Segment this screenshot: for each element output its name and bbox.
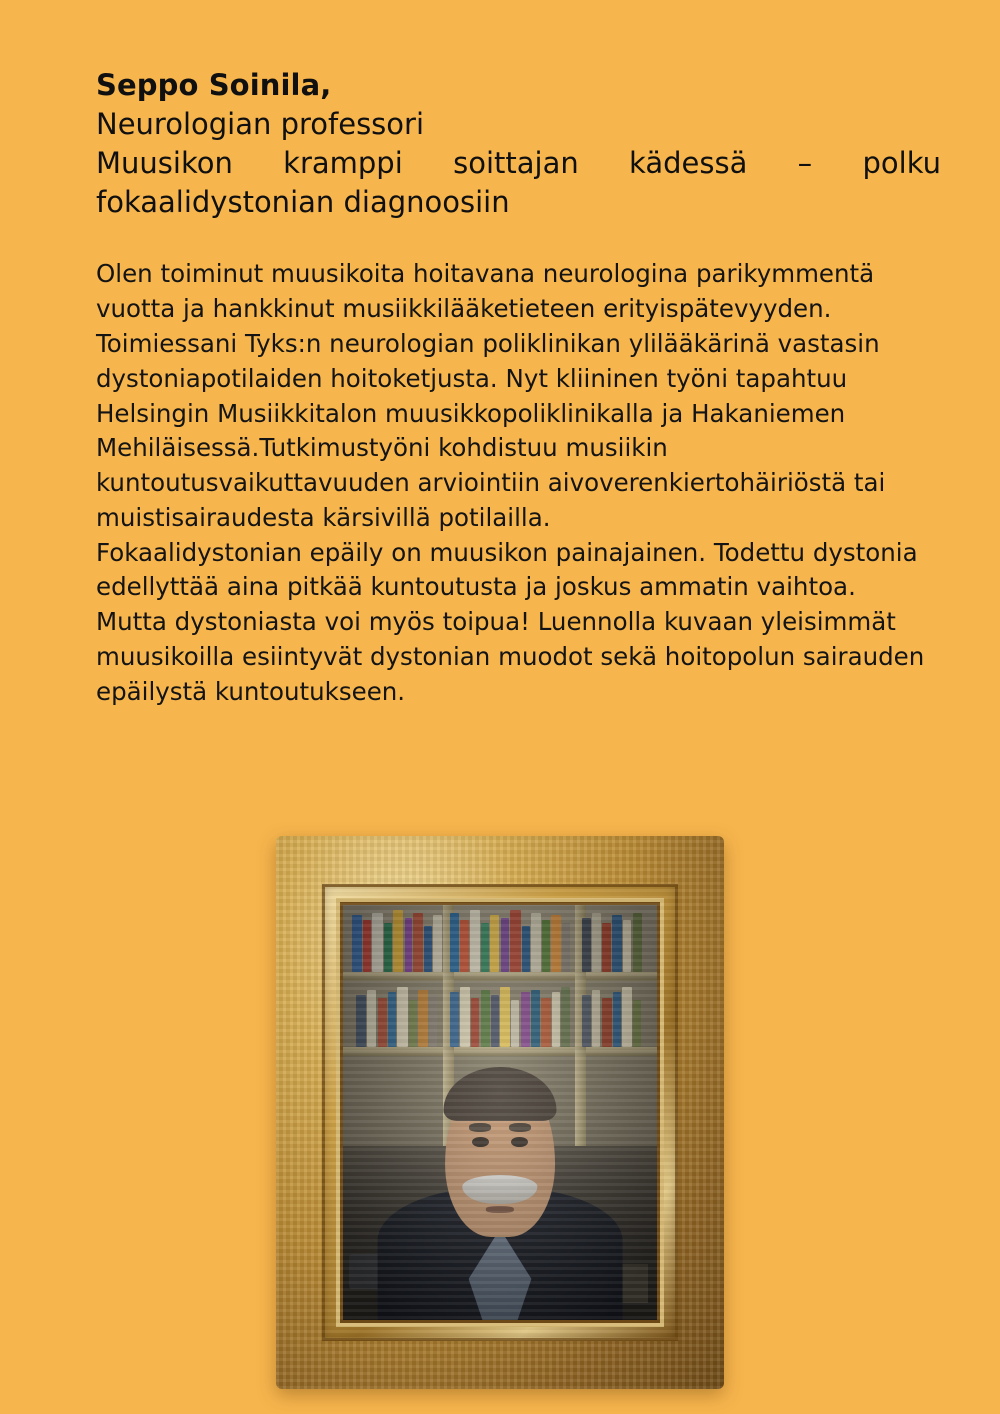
talk-title-text: Muusikon kramppi soittajan kädessä – polku fokaalidystonian diagnoosiin <box>96 145 941 219</box>
portrait-figure <box>276 836 724 1389</box>
abstract-paragraph-1: Olen toiminut muusikoita hoitavana neurologina parikymmentä vuotta ja hankkinut musiikkilääketieteen erityispätevyyden. Toimiessani Tyks:n neurologian poliklinikan ylilääkärinä vastasin dystoniapotilaiden hoitoketjusta. Nyt kliininen työni tapahtuu Helsingin Musiikkitalon muusikkopoliklinikalla ja Hakaniemen Mehiläisessä.Tutkimustyöni kohdistuu musiikin kuntoutusvaikuttavuuden arviointiin aivoverenkiertohäiriöstä tai muistisairaudesta kärsivillä potilailla. <box>96 259 886 532</box>
abstract-paragraph-2: Fokaalidystonian epäily on muusikon painajainen. Todettu dystonia edellyttää aina pitkää kuntoutusta ja joskus ammatin vaihtoa. Mutta dystoniasta voi myös toipua! Luennolla kuvaan yleisimmät muusikoilla esiintyvät dystonian muodot sekä hoitopolun sairauden epäilystä kuntoutukseen. <box>96 537 925 706</box>
talk-title <box>96 144 941 222</box>
speaker-role: Neurologian professori <box>96 106 425 141</box>
picture-frame-inner-molding <box>322 884 678 1341</box>
text-content <box>96 66 944 710</box>
abstract-block <box>96 257 926 709</box>
speaker-name: Seppo Soinila, <box>96 68 332 102</box>
picture-frame-outer <box>276 836 724 1389</box>
person-eyebrow-right <box>509 1123 531 1132</box>
person-eyebrow-left <box>469 1123 491 1132</box>
person-mouth <box>486 1206 514 1213</box>
picture-frame-mat <box>336 898 664 1327</box>
portrait-photo <box>343 905 657 1320</box>
